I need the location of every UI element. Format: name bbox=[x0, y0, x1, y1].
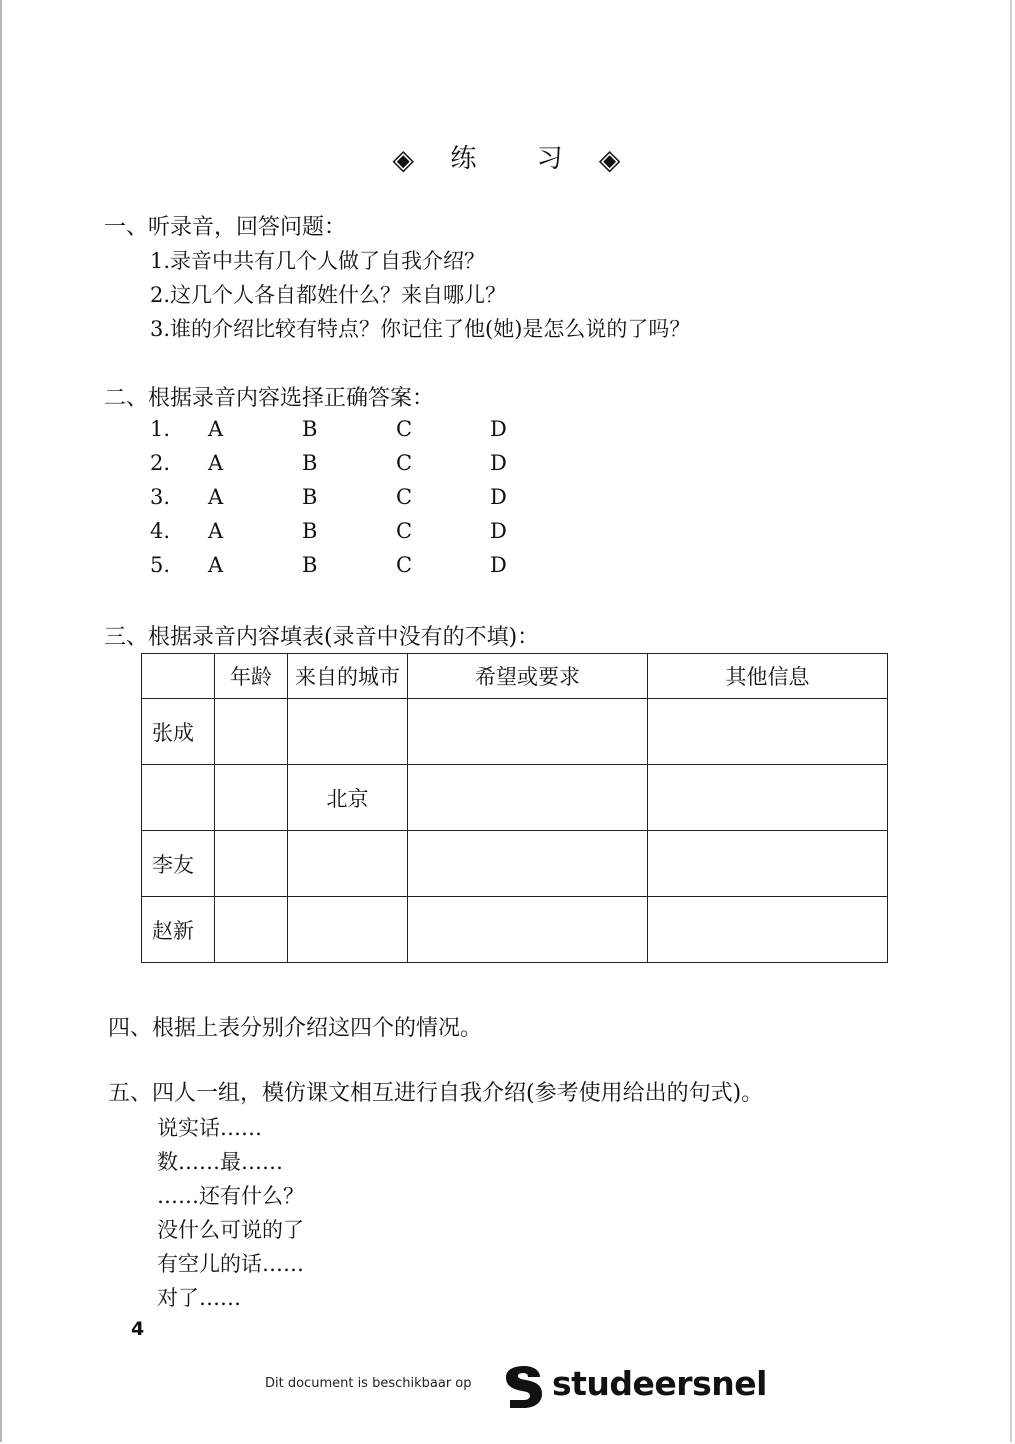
table-header-city: 来自的城市 bbox=[288, 654, 408, 699]
info-table bbox=[141, 653, 888, 963]
cell-hope[interactable] bbox=[408, 765, 648, 831]
option-b[interactable]: B bbox=[302, 553, 318, 577]
option-a[interactable]: A bbox=[208, 519, 224, 543]
table-row bbox=[142, 765, 888, 831]
table-header-other: 其他信息 bbox=[648, 654, 888, 699]
pattern-6: 对了…… bbox=[157, 1286, 241, 1310]
cell-city[interactable] bbox=[288, 831, 408, 897]
section5-heading: 五、四人一组，模仿课文相互进行自我介绍(参考使用给出的句式)。 bbox=[108, 1081, 764, 1106]
section1-question-1: 1.录音中共有几个人做了自我介绍？ bbox=[150, 249, 486, 273]
option-a[interactable]: A bbox=[208, 553, 224, 577]
option-a[interactable]: A bbox=[208, 451, 224, 475]
option-c[interactable]: C bbox=[396, 417, 413, 441]
option-b[interactable]: B bbox=[302, 519, 318, 543]
answer-num: 4. bbox=[150, 519, 171, 543]
section1-question-3: 3.谁的介绍比较有特点？你记住了他(她)是怎么说的了吗？ bbox=[150, 317, 691, 341]
cell-other[interactable] bbox=[648, 765, 888, 831]
answer-num: 2. bbox=[150, 451, 171, 475]
section1-question-2: 2.这几个人各自都姓什么？来自哪儿？ bbox=[150, 283, 507, 307]
option-b[interactable]: B bbox=[302, 451, 318, 475]
cell-age[interactable] bbox=[215, 831, 288, 897]
footer bbox=[0, 1356, 1015, 1416]
footer-text: Dit document is beschikbaar op bbox=[265, 1376, 472, 1391]
table-header-blank bbox=[142, 654, 215, 699]
page-number: 4 bbox=[131, 1318, 145, 1340]
cell-city[interactable] bbox=[288, 699, 408, 765]
section4-heading: 四、根据上表分别介绍这四个的情况。 bbox=[108, 1016, 483, 1041]
studeersnel-logo-icon[interactable] bbox=[500, 1362, 548, 1410]
option-c[interactable]: C bbox=[396, 553, 413, 577]
option-c[interactable]: C bbox=[396, 485, 413, 509]
cell-name: 李友 bbox=[142, 831, 215, 897]
option-d[interactable]: D bbox=[490, 553, 507, 577]
brand-name[interactable]: studeersnel bbox=[552, 1364, 767, 1403]
pattern-5: 有空儿的话…… bbox=[157, 1252, 304, 1276]
answer-num: 5. bbox=[150, 553, 171, 577]
section3-heading: 三、根据录音内容填表(录音中没有的不填)： bbox=[104, 625, 540, 650]
table-row bbox=[142, 831, 888, 897]
cell-other[interactable] bbox=[648, 699, 888, 765]
section2-heading: 二、根据录音内容选择正确答案： bbox=[104, 386, 435, 411]
table-header-row bbox=[142, 654, 888, 699]
cell-hope[interactable] bbox=[408, 897, 648, 963]
option-d[interactable]: D bbox=[490, 451, 507, 475]
answer-num: 3. bbox=[150, 485, 171, 509]
cell-age[interactable] bbox=[215, 765, 288, 831]
page-title bbox=[0, 138, 1015, 176]
option-d[interactable]: D bbox=[490, 417, 507, 441]
option-b[interactable]: B bbox=[302, 485, 318, 509]
option-d[interactable]: D bbox=[490, 485, 507, 509]
pattern-3: ……还有什么？ bbox=[157, 1184, 304, 1208]
cell-city: 北京 bbox=[288, 765, 408, 831]
cell-name[interactable] bbox=[142, 765, 215, 831]
cell-age[interactable] bbox=[215, 897, 288, 963]
pattern-1: 说实话…… bbox=[157, 1116, 262, 1140]
table-row bbox=[142, 699, 888, 765]
cell-city[interactable] bbox=[288, 897, 408, 963]
table-header-hope: 希望或要求 bbox=[408, 654, 648, 699]
section1-heading: 一、听录音，回答问题： bbox=[104, 215, 347, 240]
option-c[interactable]: C bbox=[396, 519, 413, 543]
diamond-right-icon: ◈ bbox=[598, 143, 623, 176]
table-header-age: 年龄 bbox=[215, 654, 288, 699]
title-char-2: 习 bbox=[536, 144, 565, 174]
option-a[interactable]: A bbox=[208, 485, 224, 509]
answer-num: 1. bbox=[150, 417, 171, 441]
pattern-4: 没什么可说的了 bbox=[157, 1218, 304, 1242]
cell-age[interactable] bbox=[215, 699, 288, 765]
cell-other[interactable] bbox=[648, 831, 888, 897]
option-c[interactable]: C bbox=[396, 451, 413, 475]
option-a[interactable]: A bbox=[208, 417, 224, 441]
pattern-2: 数……最…… bbox=[157, 1150, 283, 1174]
cell-other[interactable] bbox=[648, 897, 888, 963]
title-char-1: 练 bbox=[450, 144, 479, 174]
table-row bbox=[142, 897, 888, 963]
option-d[interactable]: D bbox=[490, 519, 507, 543]
cell-name: 张成 bbox=[142, 699, 215, 765]
cell-hope[interactable] bbox=[408, 699, 648, 765]
diamond-left-icon: ◈ bbox=[392, 143, 417, 176]
cell-name: 赵新 bbox=[142, 897, 215, 963]
cell-hope[interactable] bbox=[408, 831, 648, 897]
option-b[interactable]: B bbox=[302, 417, 318, 441]
